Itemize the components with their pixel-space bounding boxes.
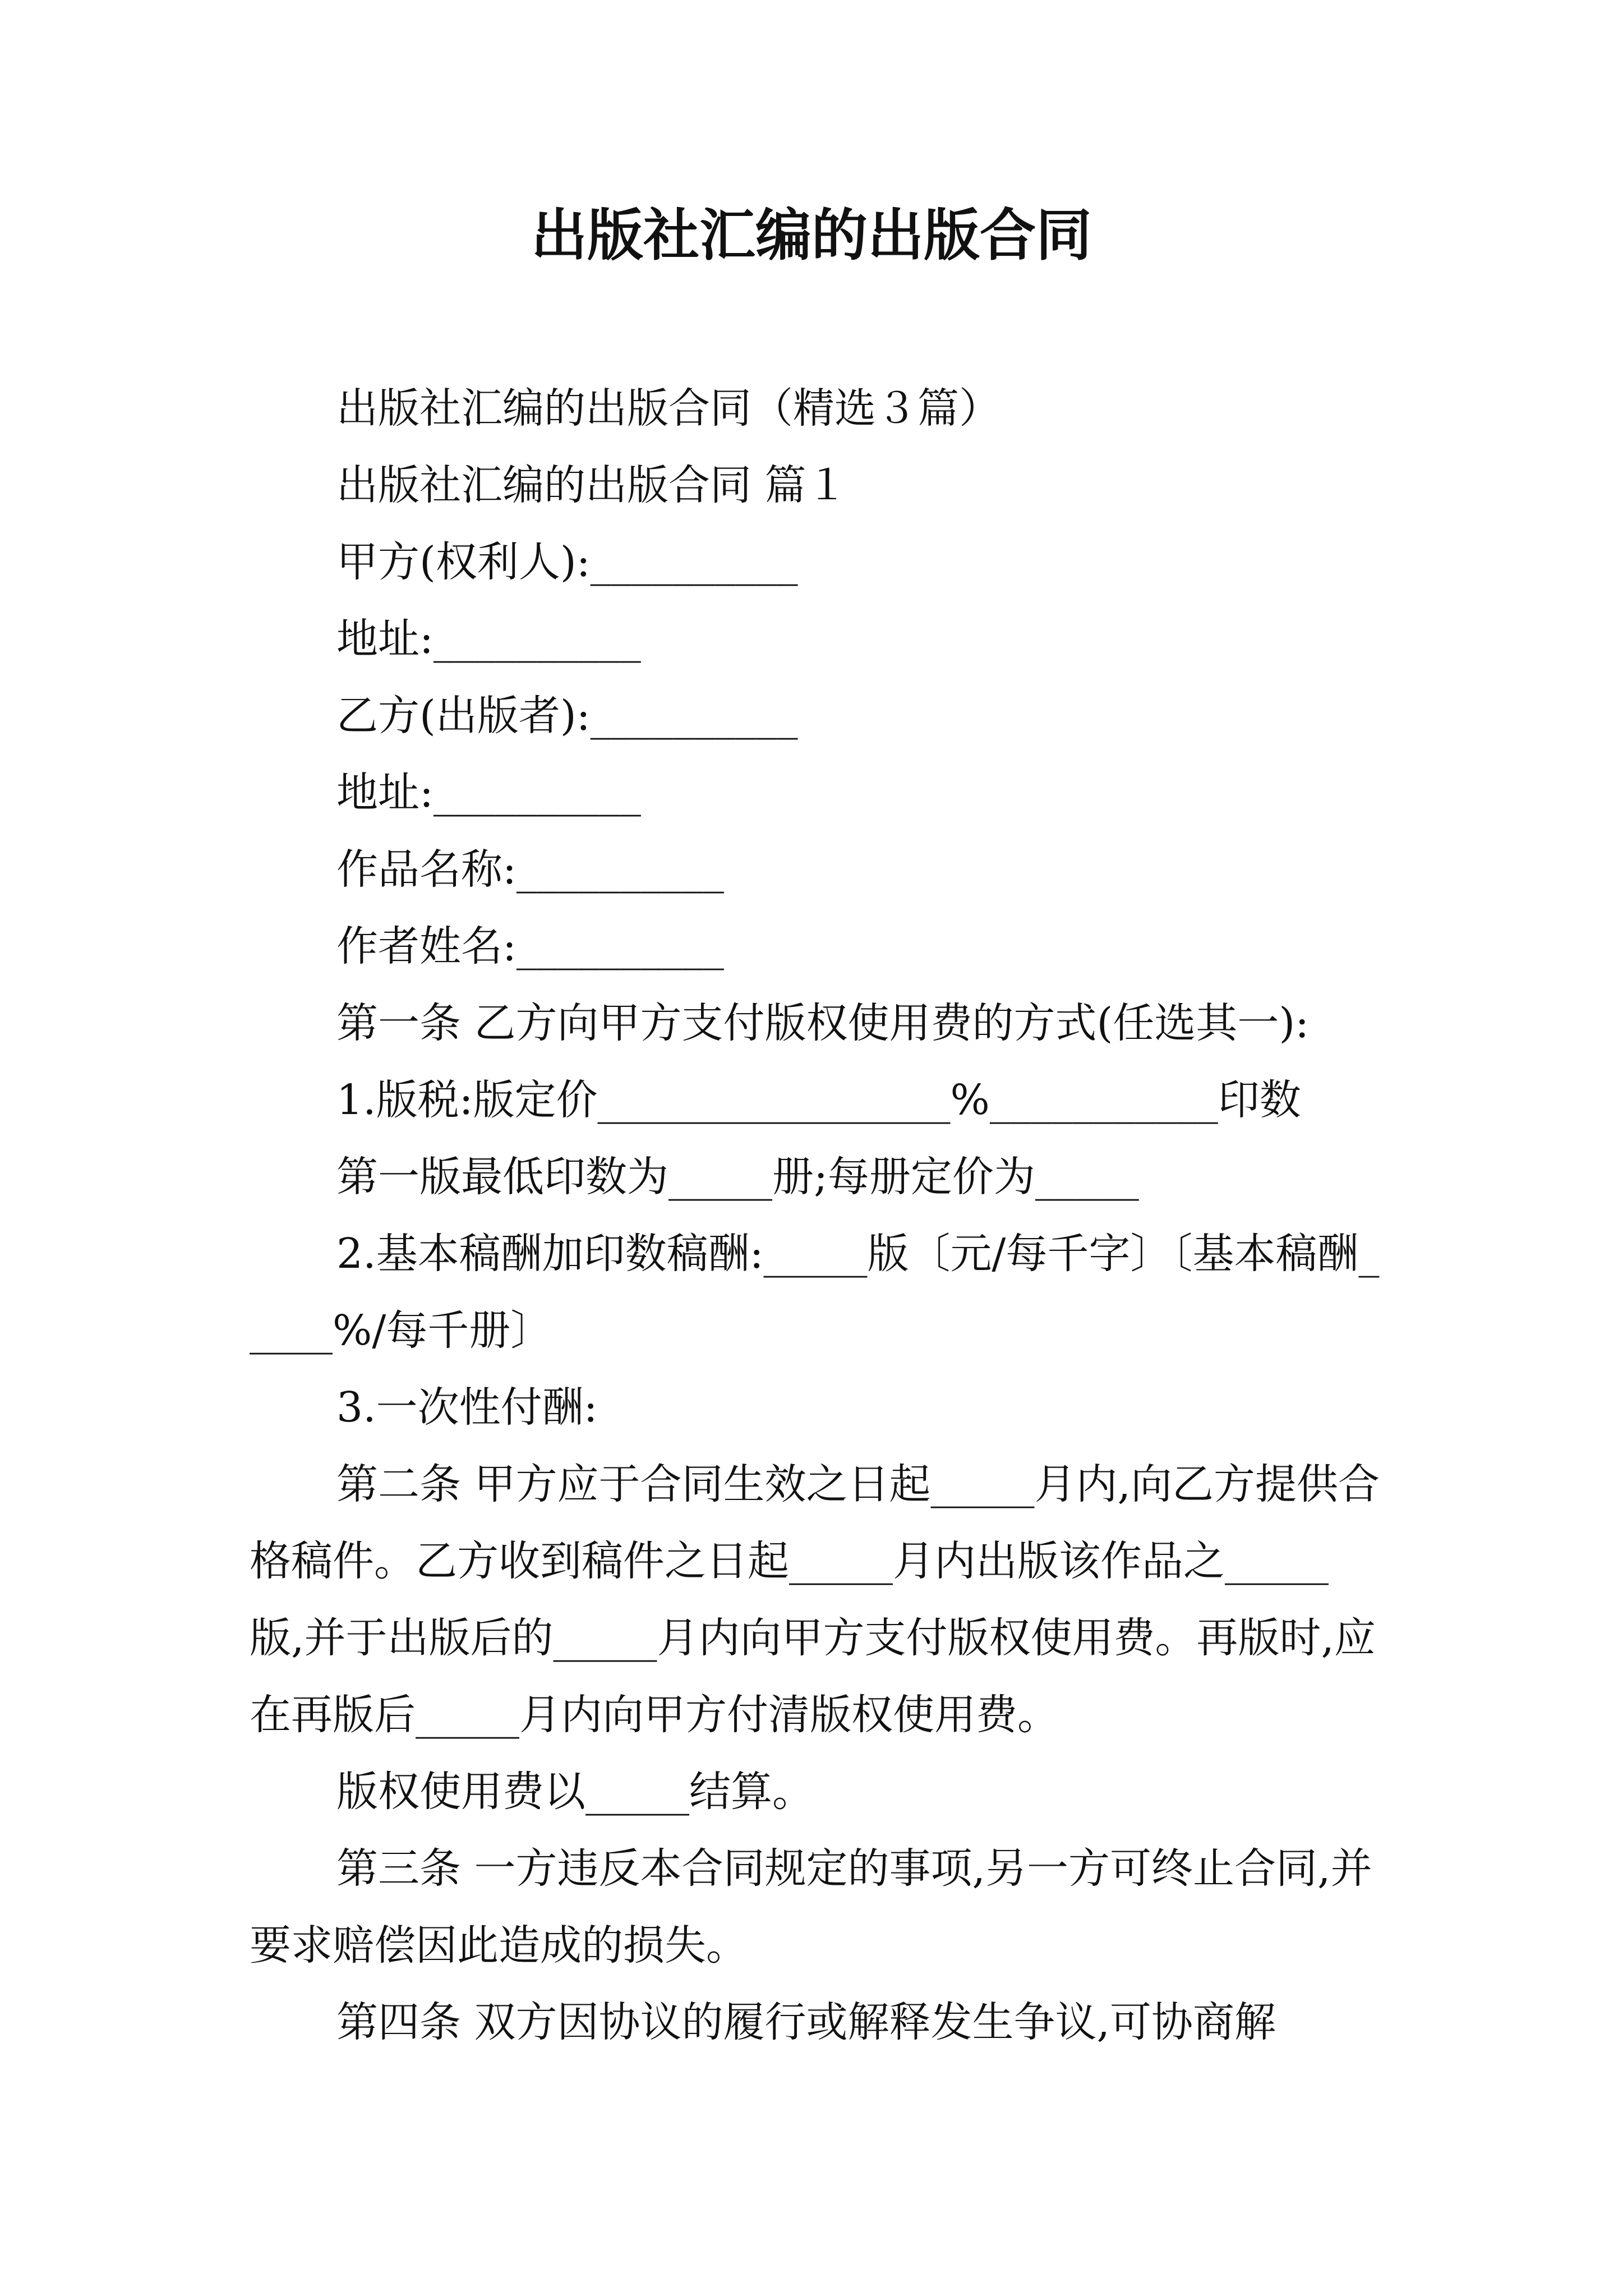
party-b-address-field: 地址:__________ (336, 769, 641, 817)
party-a-field: 甲方(权利人):__________ (336, 538, 798, 586)
document-title: 出版社汇编的出版合同 (531, 203, 1092, 268)
article-4: 第四条 双方因协议的履行或解释发生争议,可协商解 (336, 1998, 1276, 2046)
party-b-field: 乙方(出版者):__________ (336, 692, 798, 740)
author-name-field: 作者姓名:__________ (336, 922, 724, 970)
article-3: 第三条 一方违反本合同规定的事项,另一方可终止合同,并要求赔偿因此造成的损失。 (250, 1844, 1372, 1970)
article-1-option-1-detail: 第一版最低印数为_____册;每册定价为_____ (336, 1153, 1139, 1201)
article-2: 第二条 甲方应于合同生效之日起_____月内,向乙方提供合格稿件。乙方收到稿件之日起_____月内出版该作品之_____版,并于出版后的_____月内向甲方支付版权使用费。再版时,应在再版后_____月内向甲方付清版权使用费。 (250, 1460, 1380, 1739)
subtitle-line: 出版社汇编的出版合同（精选３篇） (336, 384, 1000, 432)
article-1-option-3: 3.一次性付酬: (336, 1383, 598, 1432)
article-1: 第一条 乙方向甲方支付版权使用费的方式(任选其一): (336, 999, 1310, 1047)
work-title-field: 作品名称:__________ (336, 845, 724, 894)
article-1-option-1: 1.版税:版定价_________________%___________印数 (336, 1076, 1301, 1124)
document-body (250, 370, 1382, 2061)
party-a-address-field: 地址:__________ (336, 615, 641, 663)
article-1-option-2: 2.基本稿酬加印数稿酬:_____版〔元/每千字〕〔基本稿酬_____%/每千册〕 (250, 1230, 1380, 1355)
article-2-settlement: 版权使用费以_____结算。 (336, 1768, 814, 1816)
section-heading: 出版社汇编的出版合同 篇１ (336, 461, 848, 509)
